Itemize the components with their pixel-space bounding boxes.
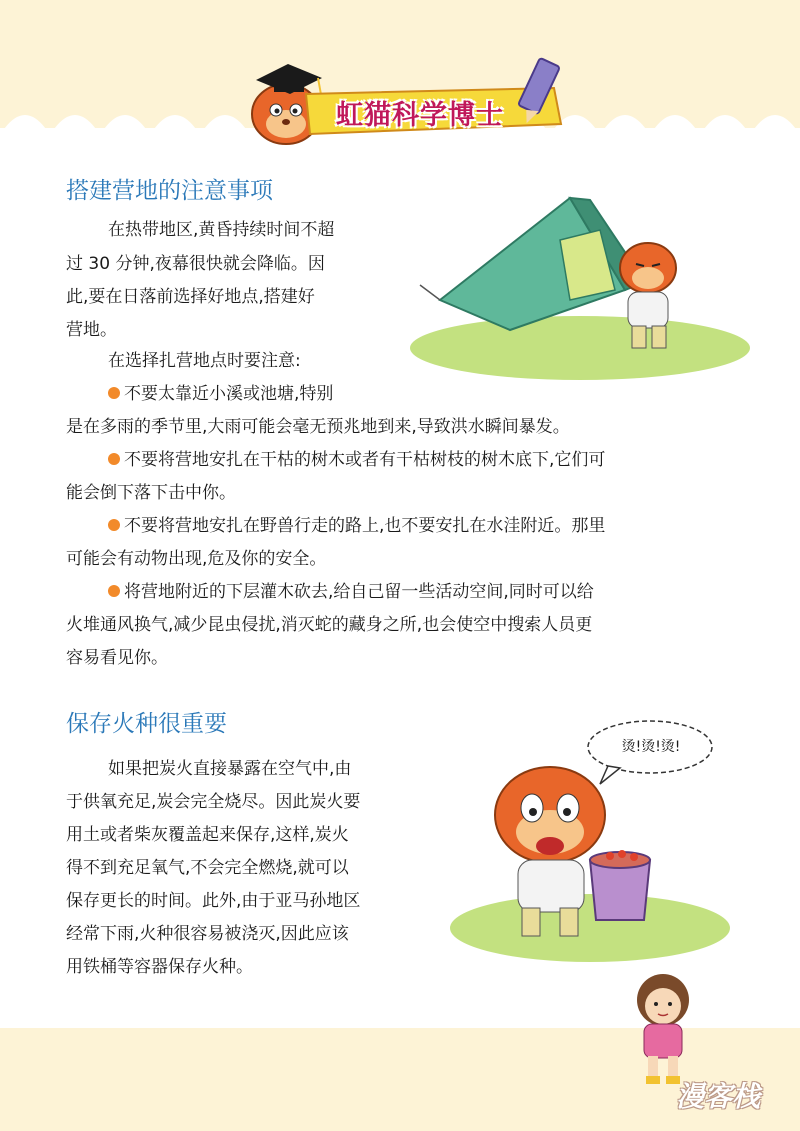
bullet-2-line-2: 能会倒下落下击中你。 xyxy=(66,483,236,503)
girl-character-illustration xyxy=(618,970,708,1090)
section1-intro-line-3: 此,要在日落前选择好地点,搭建好 xyxy=(66,287,315,307)
bucket-icon xyxy=(590,850,650,920)
section1-heading: 搭建营地的注意事项 xyxy=(66,178,273,204)
section2-line-4: 得不到充足氧气,不会完全燃烧,就可以 xyxy=(66,858,349,878)
bullet-3-line-2: 可能会有动物出现,危及你的安全。 xyxy=(66,549,327,569)
section2-heading: 保存火种很重要 xyxy=(66,711,227,737)
bullet-4-line-3: 容易看见你。 xyxy=(66,648,168,668)
bullet-1-line-1: 不要太靠近小溪或池塘,特别 xyxy=(108,378,333,411)
section2-line-3: 用土或者柴灰覆盖起来保存,这样,炭火 xyxy=(66,825,349,845)
bullet-dot-icon xyxy=(108,387,120,399)
bullet-2-line-1: 不要将营地安扎在干枯的树木或者有干枯树枝的树木底下,它们可 xyxy=(108,444,605,477)
bullet-dot-icon xyxy=(108,585,120,597)
section1-intro-line-1: 在热带地区,黄昏持续时间不超 xyxy=(108,220,335,240)
section1-lead: 在选择扎营地点时要注意: xyxy=(108,351,301,371)
bullet-4-line-2: 火堆通风换气,减少昆虫侵扰,消灭蛇的藏身之所,也会使空中搜索人员更 xyxy=(66,615,593,635)
section2-line-1: 如果把炭火直接暴露在空气中,由 xyxy=(108,759,352,779)
watermark-logo: 漫客栈 xyxy=(676,1080,761,1113)
bullet-dot-icon xyxy=(108,453,120,465)
tent-illustration xyxy=(400,190,750,390)
bullet-4-line-1: 将营地附近的下层灌木砍去,给自己留一些活动空间,同时可以给 xyxy=(108,576,594,609)
section2-line-6: 经常下雨,火种很容易被浇灭,因此应该 xyxy=(66,924,349,944)
bullet-3-line-1: 不要将营地安扎在野兽行走的路上,也不要安扎在水洼附近。那里 xyxy=(108,510,605,543)
speech-bubble-text: 烫!烫!烫! xyxy=(621,739,681,755)
section1-intro-line-2: 过 30 分钟,夜幕很快就会降临。因 xyxy=(66,254,325,274)
section2-line-5: 保存更长的时间。此外,由于亚马孙地区 xyxy=(66,891,361,911)
bullet-1-line-2: 是在多雨的季节里,大雨可能会毫无预兆地到来,导致洪水瞬间暴发。 xyxy=(66,417,570,437)
section1-intro-line-4: 营地。 xyxy=(66,320,117,340)
bullet-dot-icon xyxy=(108,519,120,531)
section2-line-7: 用铁桶等容器保存火种。 xyxy=(66,957,253,977)
banner-title: 虹猫科学博士 xyxy=(336,99,504,131)
section2-line-2: 于供氧充足,炭会完全烧尽。因此炭火要 xyxy=(66,792,361,812)
